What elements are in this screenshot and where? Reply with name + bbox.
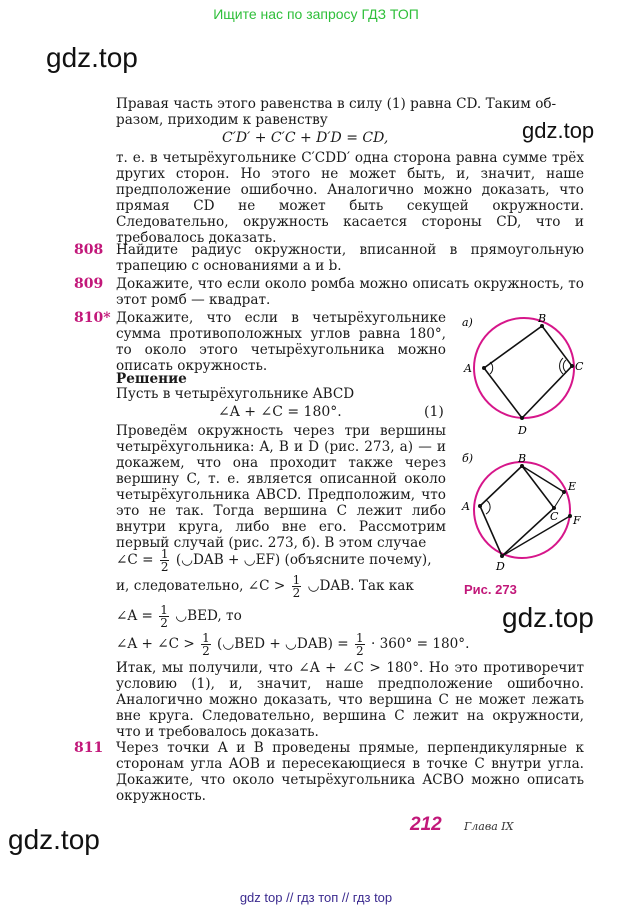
point-c2-label: C [550,510,559,523]
fraction-half: $\frac{1}{2}$ [160,547,169,574]
problem-number-809: 809 [74,276,104,292]
intro-equation: C′D′ + C′C + D′D = CD, [222,130,389,146]
angle-c-rest: (◡DAB + ◡EF) (объясните почему), [175,552,432,568]
problem-809-text: Докажите, что если около ромба можно описать окружность, то этот ромб — квадрат. [116,276,584,308]
sum-part-2: (◡BED + ◡DAB) = [217,636,349,652]
watermark-top-left: gdz.top [46,42,138,73]
line-angle-a [116,604,242,629]
figure-273 [456,310,596,600]
angle-a-label: ∠A = [116,608,153,624]
watermark-top-right: gdz.top [522,118,595,143]
sum-part-3: · 360° = 180°. [370,636,470,652]
watermark-mid-right: gdz.top [502,602,594,633]
figure-b-label: б) [462,452,474,465]
angle-a-rest: ◡BED, то [175,608,242,624]
intro-line-1: Правая часть этого равенства в силу (1) равна CD. Таким об- [116,96,557,112]
equation-1-number: (1) [424,404,444,420]
angle-c-greater-label: и, следовательно, ∠C > [116,578,286,594]
intro-line-2: разом, приходим к равенству [116,112,328,128]
solution-label: Решение [116,371,187,387]
solution-line-1: Пусть в четырёхугольнике ABCD [116,386,355,402]
figure-a-label: а) [462,316,473,329]
point-b2-label: B [518,452,527,465]
point-d2-label: D [496,560,505,573]
point-f-label: F [573,514,581,527]
point-a2-label: A [462,500,470,513]
fraction-half: $\frac{1}{2}$ [202,631,210,658]
final-paragraph: Итак, мы получили, что ∠A + ∠C > 180°. Но это противоречит условию (1), и, значит, наше предположение ошибочно. Аналогично можно доказать, что вершина C не может лежать вне круга. Следовательно, вершина C лежит на окружности, что и требовалось доказать. [116,660,584,740]
solution-paragraph: Проведём окружность через три вершины четырёхугольника: A, B и D (рис. 273, а) — и докажем, что она проходит также через вершину C, т. е. является описанной около четырёхугольника ABCD. Предположим, что это не так. Тогда вершина C лежит либо внутри круга, либо вне его. Рассмотрим первый случай (рис. 273, б). В этом случае [116,423,446,551]
angle-c-label: ∠C = [116,552,154,568]
line-angle-c [116,548,432,573]
problem-808-text: Найдите радиус окружности, вписанной в прямоугольную трапецию с основаниями a и b. [116,242,584,274]
point-b-label: B [538,312,547,325]
problem-811-text: Через точки A и B проведены прямые, перпендикулярные к сторонам угла AOB и пересекающиеся в точке C внутри угла. Докажите, что около четырёхугольника ACBO можно описать окружность. [116,740,584,804]
footer-links[interactable]: gdz top // гдз топ // гдз top [239,890,393,905]
chapter-label: Глава IX [464,820,514,833]
figure-caption: Рис. 273 [464,582,517,597]
point-c-label: C [575,360,584,373]
angle-c-greater-rest: ◡DAB. Так как [307,578,414,594]
point-d-label: D [518,424,527,437]
point-e-label: E [568,480,577,493]
circle-a [474,318,574,418]
page-number: 212 [410,814,442,835]
line-sum [116,632,469,657]
point-a-label: A [464,362,472,375]
sum-part-1: ∠A + ∠C > [116,636,195,652]
problem-number-811: 811 [74,740,104,756]
problem-number-808: 808 [74,242,104,258]
line-angle-c-greater [116,574,414,599]
fraction-half: $\frac{1}{2}$ [355,631,364,658]
problem-810-text: Докажите, что если в четырёхугольнике сумма противоположных углов равна 180°, то около этого четырёхугольника можно описать окружность. [116,310,446,374]
equation-1: ∠A + ∠C = 180°. [218,404,342,420]
intro-paragraph: т. е. в четырёхугольнике C′CDD′ одна сторона равна сумме трёх других сторон. Но этого не может быть, и, значит, наше предположение ошибочно. Аналогично можно доказать, что прямая CD не может быть секущей окружности. Следовательно, окружность касается стороны CD, что и требовалось доказать. [116,150,584,246]
problem-number-810: 810* [74,310,111,326]
top-banner[interactable]: Ищите нас по запросу ГДЗ ТОП [213,6,419,22]
watermark-bottom-left: gdz.top [8,824,100,855]
fraction-half: $\frac{1}{2}$ [292,573,301,600]
fraction-half: $\frac{1}{2}$ [160,603,168,630]
